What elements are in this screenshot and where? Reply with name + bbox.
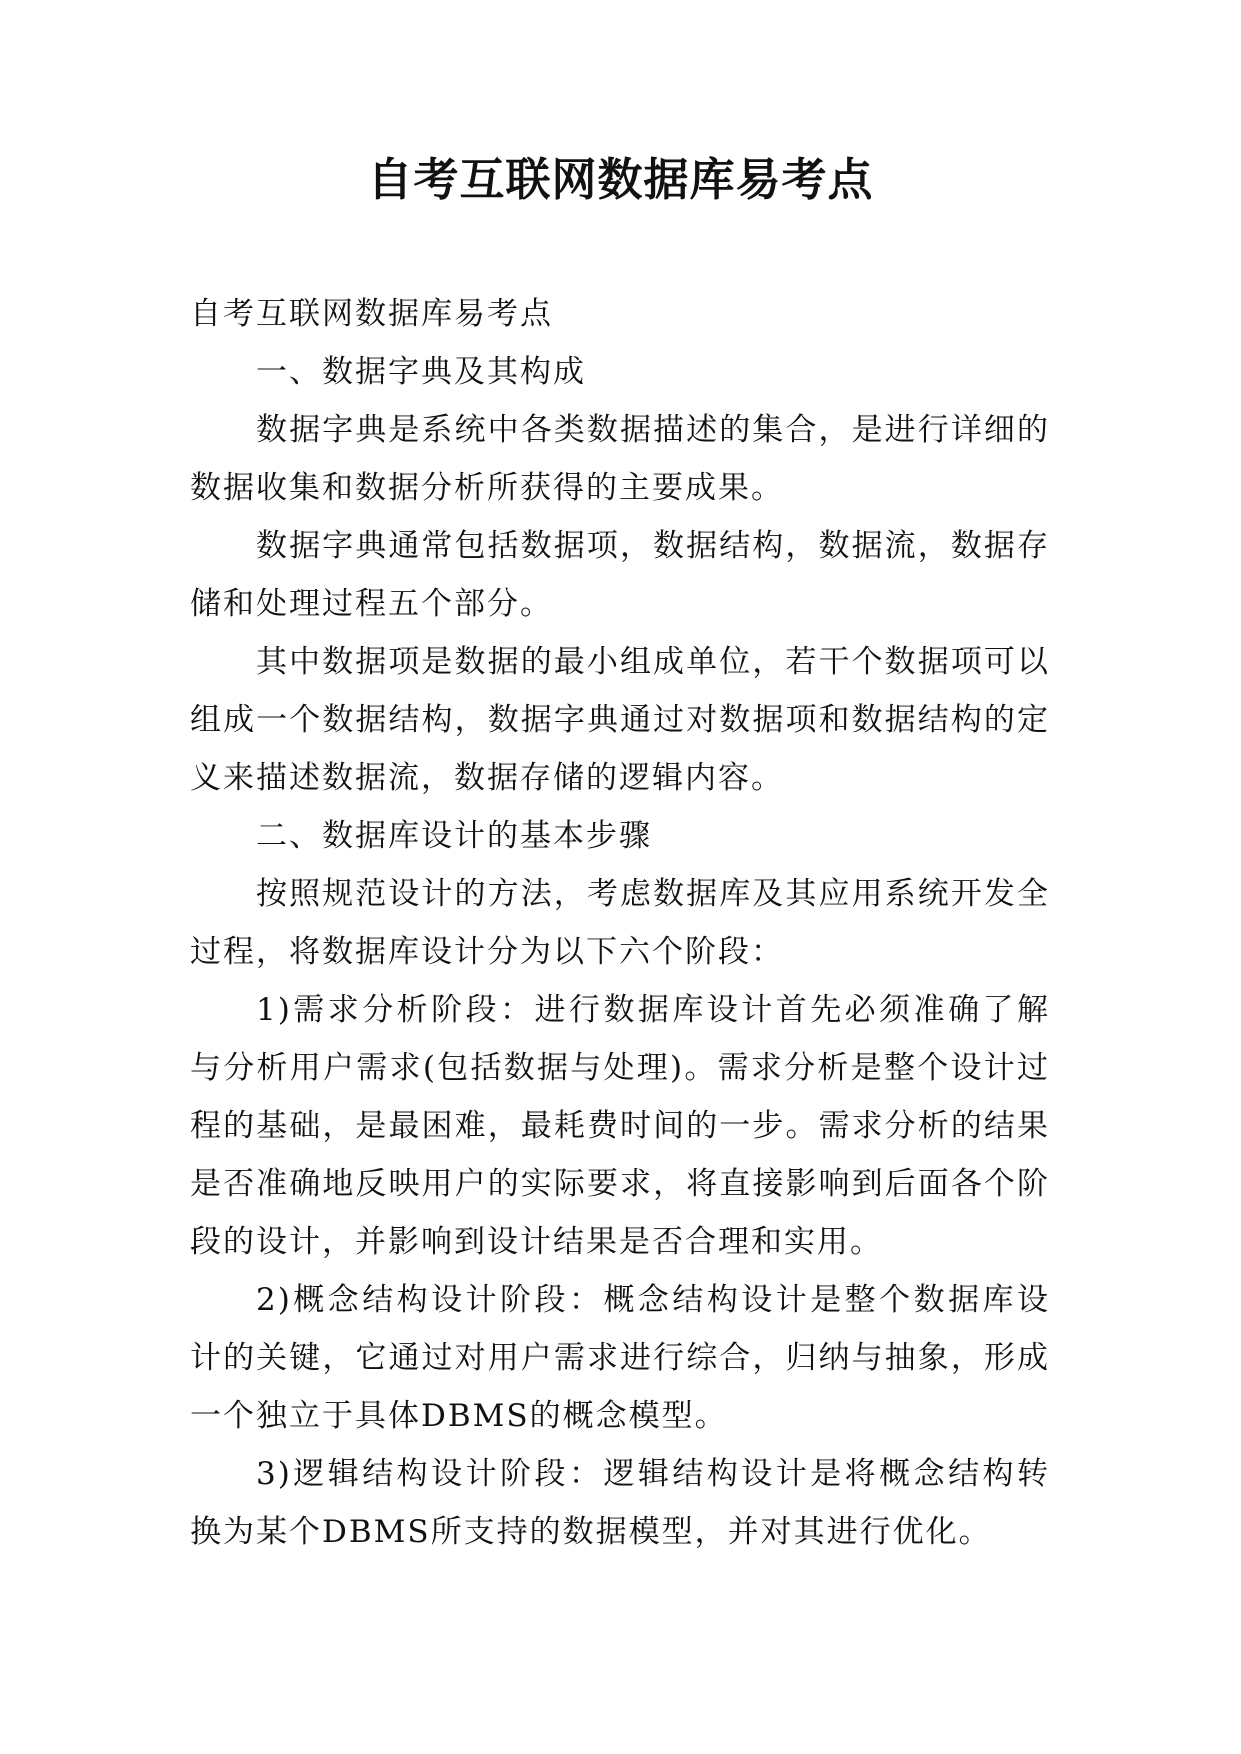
list-item: 1)需求分析阶段：进行数据库设计首先必须准确了解与分析用户需求(包括数据与处理)。需求分析是整个设计过程的基础，是最困难，最耗费时间的一步。需求分析的结果是否准确地反映用户的实际要求，将直接影响到后面各个阶段的设计，并影响到设计结果是否合理和实用。 — [190, 992, 1050, 1260]
list-item: 3)逻辑结构设计阶段：逻辑结构设计是将概念结构转换为某个DBMS所支持的数据模型，并对其进行优化。 — [190, 1456, 1050, 1550]
section-heading-1: 一、数据字典及其构成 — [256, 354, 586, 390]
paragraph-subtitle: 自考互联网数据库易考点 — [190, 296, 553, 332]
paragraph: 其中数据项是数据的最小组成单位，若干个数据项可以组成一个数据结构，数据字典通过对数据项和数据结构的定义来描述数据流，数据存储的逻辑内容。 — [190, 644, 1050, 796]
list-item: 2)概念结构设计阶段：概念结构设计是整个数据库设计的关键，它通过对用户需求进行综合，归纳与抽象，形成一个独立于具体DBMS的概念模型。 — [190, 1282, 1050, 1434]
page-title: 自考互联网数据库易考点 — [367, 153, 874, 206]
paragraph: 数据字典是系统中各类数据描述的集合，是进行详细的数据收集和数据分析所获得的主要成果。 — [190, 412, 1050, 506]
document-body — [190, 285, 1050, 1561]
paragraph: 按照规范设计的方法，考虑数据库及其应用系统开发全过程，将数据库设计分为以下六个阶段： — [190, 876, 1050, 970]
section-heading-2: 二、数据库设计的基本步骤 — [256, 818, 652, 854]
paragraph: 数据字典通常包括数据项，数据结构，数据流，数据存储和处理过程五个部分。 — [190, 528, 1050, 622]
